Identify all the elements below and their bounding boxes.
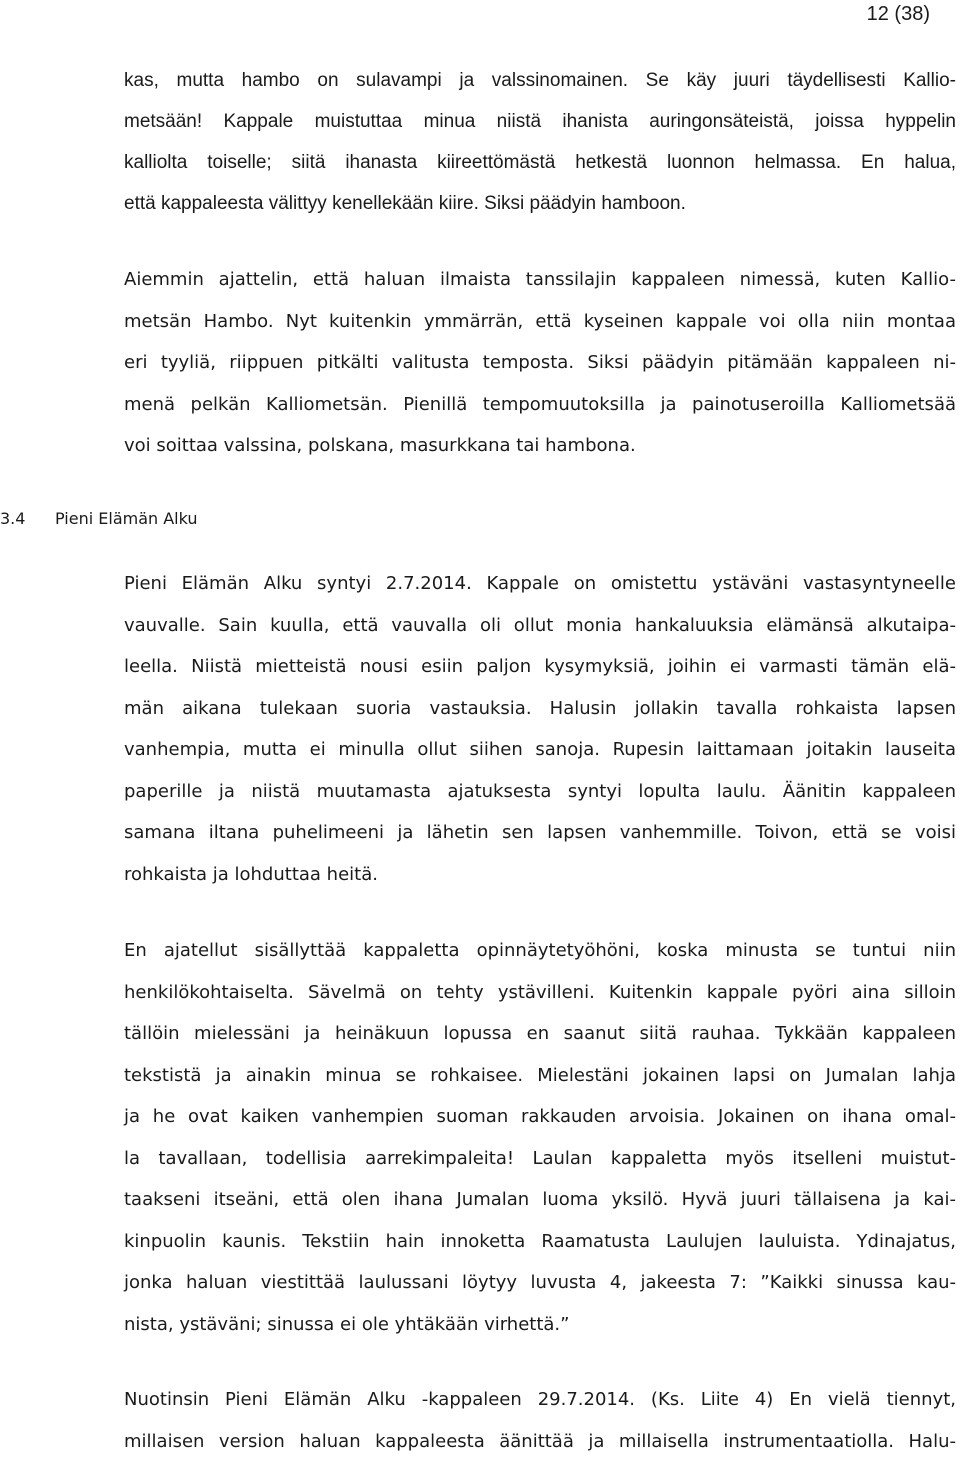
- paragraph-line: menä pelkän Kalliometsän. Pienillä tempomuutoksilla ja painotuseroilla Kalliometsää: [124, 384, 956, 426]
- section-number: 3.4: [0, 509, 25, 529]
- paragraph-1: [124, 60, 956, 224]
- paragraph-line: Pieni Elämän Alku syntyi 2.7.2014. Kappale on omistettu ystäväni vastasyntyneelle: [124, 563, 956, 605]
- paragraph-line: metsään! Kappale muistuttaa minua niistä ihanista auringonsäteistä, joissa hyppelin: [124, 101, 956, 142]
- paragraph-line: paperille ja niistä muutamasta ajatuksesta syntyi lopulta laulu. Äänitin kappaleen: [124, 771, 956, 813]
- paragraph-line: la tavallaan, todellisia aarrekimpaleita! Laulan kappaletta myös itselleni muistut-: [124, 1138, 956, 1180]
- paragraph-3: [124, 563, 956, 895]
- paragraph-line: samana iltana puhelimeeni ja lähetin sen lapsen vanhemmille. Toivon, että se voisi: [124, 812, 956, 854]
- paragraph-line: henkilökohtaiselta. Sävelmä on tehty ystävilleni. Kuitenkin kappale pyöri aina silloin: [124, 972, 956, 1014]
- paragraph-line: vanhempia, mutta ei minulla ollut siihen sanoja. Rupesin laittamaan joitakin lauseita: [124, 729, 956, 771]
- paragraph-line: nista, ystäväni; sinussa ei ole yhtäkään virhettä.”: [124, 1304, 956, 1346]
- paragraph-5: [124, 1379, 956, 1462]
- paragraph-line: kalliolta toiselle; siitä ihanasta kiireettömästä hetkestä luonnon helmassa. En halua,: [124, 142, 956, 183]
- paragraph-line: Aiemmin ajattelin, että haluan ilmaista tanssilajin kappaleen nimessä, kuten Kallio-: [124, 259, 956, 301]
- paragraph-line: että kappaleesta välittyy kenellekään kiire. Siksi päädyin hamboon.: [124, 183, 956, 224]
- paragraph-line: Nuotinsin Pieni Elämän Alku -kappaleen 29.7.2014. (Ks. Liite 4) En vielä tiennyt,: [124, 1379, 956, 1421]
- paragraph-line: tällöin mielessäni ja heinäkuun lopussa en saanut siitä rauhaa. Tykkään kappaleen: [124, 1013, 956, 1055]
- paragraph-line: jonka haluan viestittää laulussani löytyy luvusta 4, jakeesta 7: ”Kaikki sinussa kau-: [124, 1262, 956, 1304]
- paragraph-line: ja he ovat kaiken vanhempien suoman rakkauden arvoisia. Jokainen on ihana omal-: [124, 1096, 956, 1138]
- paragraph-4: [124, 930, 956, 1345]
- page-number: 12 (38): [867, 2, 930, 26]
- paragraph-line: rohkaista ja lohduttaa heitä.: [124, 854, 956, 896]
- paragraph-line: kas, mutta hambo on sulavampi ja valssinomainen. Se käy juuri täydellisesti Kallio-: [124, 60, 956, 101]
- paragraph-2: [124, 259, 956, 467]
- paragraph-line: leella. Niistä mietteistä nousi esiin paljon kysymyksiä, joihin ei varmasti tämän elä-: [124, 646, 956, 688]
- paragraph-line: taakseni itseäni, että olen ihana Jumalan luoma yksilö. Hyvä juuri tällaisena ja kai-: [124, 1179, 956, 1221]
- paragraph-line: voi soittaa valssina, polskana, masurkkana tai hambona.: [124, 425, 956, 467]
- paragraph-line: eri tyyliä, riippuen pitkälti valitusta temposta. Siksi päädyin pitämään kappaleen ni-: [124, 342, 956, 384]
- paragraph-line: En ajatellut sisällyttää kappaletta opinnäytetyöhöni, koska minusta se tuntui niin: [124, 930, 956, 972]
- paragraph-line: tekstistä ja ainakin minua se rohkaisee. Mielestäni jokainen lapsi on Jumalan lahja: [124, 1055, 956, 1097]
- paragraph-line: millaisen version haluan kappaleesta äänittää ja millaisella instrumentaatiolla. Halu-: [124, 1421, 956, 1462]
- paragraph-line: kinpuolin kaunis. Tekstiin hain innoketta Raamatusta Laulujen lauluista. Ydinajatus,: [124, 1221, 956, 1263]
- paragraph-line: metsän Hambo. Nyt kuitenkin ymmärrän, että kyseinen kappale voi olla niin montaa: [124, 301, 956, 343]
- section-title: Pieni Elämän Alku: [55, 509, 198, 529]
- paragraph-line: vauvalle. Sain kuulla, että vauvalla oli ollut monia hankaluuksia elämänsä alkutaipa-: [124, 605, 956, 647]
- paragraph-line: män aikana tulekaan suoria vastauksia. Halusin jollakin tavalla rohkaista lapsen: [124, 688, 956, 730]
